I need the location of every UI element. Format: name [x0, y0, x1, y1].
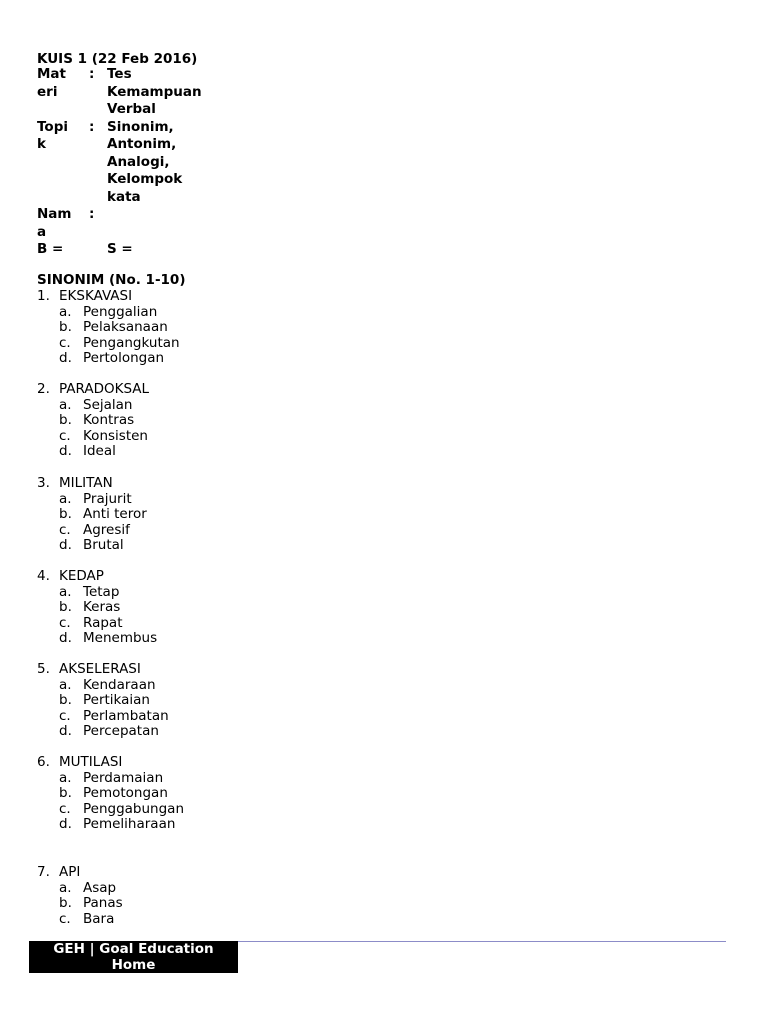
option-letter: b.: [59, 895, 72, 911]
question-head: [37, 382, 149, 398]
option-text: Kendaraan: [83, 676, 156, 693]
question-item: [37, 476, 147, 554]
materi-separator: :: [89, 66, 95, 82]
option-letter: b.: [59, 319, 72, 335]
option-letter: d.: [59, 816, 72, 832]
section-title: SINONIM (No. 1-10): [37, 272, 186, 288]
option-letter: c.: [59, 910, 71, 927]
question-number: 3.: [37, 475, 50, 491]
answer-option: [37, 631, 157, 647]
option-text: Ideal: [83, 443, 116, 459]
question-head: [37, 865, 123, 881]
option-letter: b.: [59, 692, 72, 708]
option-text: Anti teror: [83, 506, 147, 522]
question-item: [37, 662, 169, 740]
answer-option: [37, 538, 147, 554]
answer-option: [37, 881, 123, 897]
benar-label: B =: [37, 241, 64, 257]
answer-option: [37, 616, 157, 632]
nama-row: [37, 206, 213, 241]
question-word: EKSKAVASI: [59, 288, 133, 304]
question-word: MUTILASI: [59, 754, 123, 770]
option-text: Perdamaian: [83, 769, 164, 786]
option-text: Pelaksanaan: [83, 319, 168, 335]
quiz-info-block: [37, 66, 213, 259]
option-letter: d.: [59, 630, 72, 646]
option-text: Asap: [83, 879, 117, 896]
option-text: Pemeliharaan: [83, 816, 176, 832]
question-number: 5.: [37, 661, 50, 677]
option-text: Tetap: [83, 583, 120, 600]
question-head: [37, 569, 157, 585]
option-letter: a.: [59, 490, 72, 507]
question-head: [37, 662, 169, 678]
option-letter: b.: [59, 785, 72, 801]
nama-separator: :: [89, 206, 95, 222]
answer-option: [37, 786, 184, 802]
option-text: Penggalian: [83, 303, 158, 320]
answer-option: [37, 492, 147, 508]
question-item: [37, 382, 149, 460]
option-text: Pengangkutan: [83, 334, 180, 351]
question-word: PARADOKSAL: [59, 381, 150, 397]
question-item: [37, 289, 180, 367]
option-text: Agresif: [83, 521, 130, 538]
option-letter: d.: [59, 537, 72, 553]
question-item: [37, 755, 184, 833]
option-text: Menembus: [83, 630, 158, 646]
option-letter: d.: [59, 723, 72, 739]
answer-option: [37, 600, 157, 616]
score-row: [37, 241, 213, 259]
question-number: 2.: [37, 381, 50, 397]
answer-option: [37, 912, 123, 928]
option-letter: c.: [59, 334, 71, 351]
nama-label: Nam a: [37, 206, 72, 240]
answer-option: [37, 817, 184, 833]
answer-option: [37, 398, 149, 414]
option-text: Bara: [83, 910, 115, 927]
question-word: MILITAN: [59, 475, 113, 491]
option-letter: c.: [59, 521, 71, 538]
topik-value: Sinonim, Antonim, Analogi, Kelompok kata: [107, 118, 183, 205]
answer-option: [37, 429, 149, 445]
topik-separator: :: [89, 118, 95, 135]
option-text: Panas: [83, 895, 123, 911]
option-text: Sejalan: [83, 396, 133, 413]
option-letter: c.: [59, 427, 71, 444]
option-text: Keras: [83, 599, 121, 615]
answer-option: [37, 585, 157, 601]
answer-option: [37, 802, 184, 818]
option-letter: a.: [59, 769, 72, 786]
option-text: Konsisten: [83, 427, 148, 444]
option-letter: a.: [59, 879, 72, 896]
answer-option: [37, 709, 169, 725]
topik-label: Topi k: [37, 118, 68, 152]
question-number: 1.: [37, 288, 50, 304]
question-number: 6.: [37, 754, 50, 770]
question-item: [37, 865, 123, 927]
question-number: 7.: [37, 864, 50, 880]
question-word: API: [59, 864, 81, 880]
salah-label: S =: [107, 241, 133, 257]
question-head: [37, 289, 180, 305]
answer-option: [37, 320, 180, 336]
option-text: Perlambatan: [83, 707, 169, 724]
option-text: Pertolongan: [83, 350, 165, 366]
option-letter: a.: [59, 303, 72, 320]
answer-option: [37, 351, 180, 367]
option-letter: a.: [59, 676, 72, 693]
question-head: [37, 476, 147, 492]
answer-option: [37, 693, 169, 709]
option-letter: b.: [59, 506, 72, 522]
question-head: [37, 755, 184, 771]
answer-option: [37, 523, 147, 539]
option-text: Pemotongan: [83, 785, 168, 801]
option-letter: b.: [59, 412, 72, 428]
footer-line-1: GEH | Goal Education: [53, 941, 214, 957]
footer-rule: [238, 941, 726, 942]
answer-option: [37, 305, 180, 321]
answer-option: [37, 896, 123, 912]
footer-badge: [29, 941, 238, 973]
answer-option: [37, 336, 180, 352]
option-text: Penggabungan: [83, 800, 185, 817]
materi-value: Tes Kemampuan Verbal: [107, 66, 202, 117]
option-text: Kontras: [83, 412, 135, 428]
question-item: [37, 569, 157, 647]
option-letter: d.: [59, 443, 72, 459]
quiz-title: KUIS 1 (22 Feb 2016): [37, 51, 198, 67]
option-text: Rapat: [83, 614, 123, 631]
materi-label: Mat eri: [37, 66, 66, 100]
option-text: Brutal: [83, 537, 124, 553]
option-text: Pertikaian: [83, 692, 150, 708]
answer-option: [37, 507, 147, 523]
topik-row: [37, 119, 213, 207]
option-letter: a.: [59, 396, 72, 413]
answer-option: [37, 444, 149, 460]
option-letter: d.: [59, 350, 72, 366]
option-text: Percepatan: [83, 723, 159, 739]
question-word: KEDAP: [59, 568, 104, 584]
option-letter: c.: [59, 707, 71, 724]
option-letter: c.: [59, 800, 71, 817]
materi-row: [37, 66, 213, 119]
option-text: Prajurit: [83, 490, 132, 507]
option-letter: c.: [59, 614, 71, 631]
question-number: 4.: [37, 568, 50, 584]
option-letter: a.: [59, 583, 72, 600]
answer-option: [37, 724, 169, 740]
footer-line-2: Home: [111, 956, 156, 973]
answer-option: [37, 413, 149, 429]
answer-option: [37, 771, 184, 787]
answer-option: [37, 678, 169, 694]
question-word: AKSELERASI: [59, 661, 141, 677]
option-letter: b.: [59, 599, 72, 615]
